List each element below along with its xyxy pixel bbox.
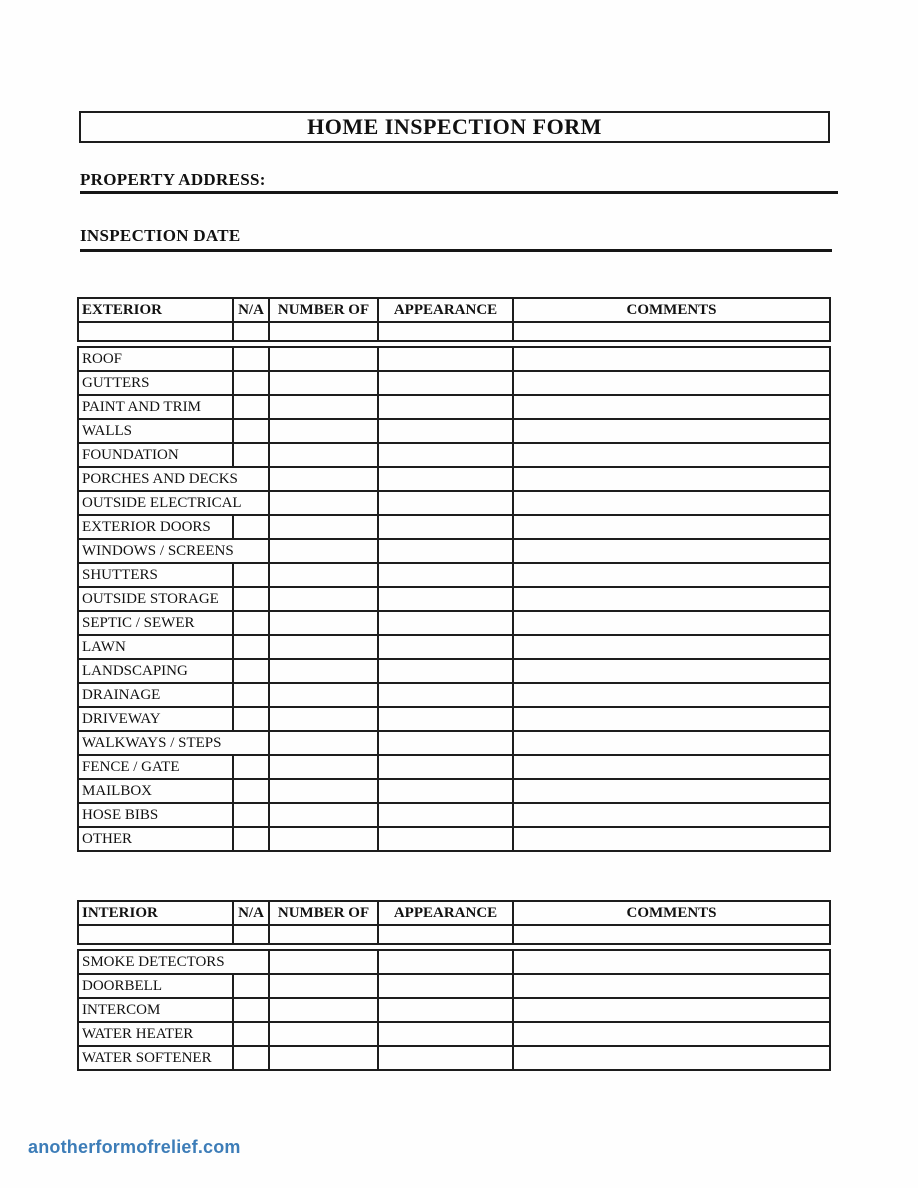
input-cell (269, 707, 378, 731)
table-row (78, 515, 830, 539)
input-cell (233, 587, 269, 611)
input-cell (269, 587, 378, 611)
empty-cell (269, 322, 378, 341)
row-label-walkways-steps: WALKWAYS / STEPS (78, 731, 269, 755)
row-label-water-heater: WATER HEATER (78, 1022, 233, 1046)
empty-cell (78, 322, 233, 341)
table-row (78, 998, 830, 1022)
input-cell (378, 419, 513, 443)
input-cell (269, 419, 378, 443)
column-header-number-of: NUMBER OF (269, 298, 378, 322)
input-cell (269, 491, 378, 515)
input-cell (378, 659, 513, 683)
column-header-appearance: APPEARANCE (378, 901, 513, 925)
table-row (78, 563, 830, 587)
input-cell (378, 1046, 513, 1070)
row-label-porches-and-decks: PORCHES AND DECKS (78, 467, 269, 491)
input-cell (269, 395, 378, 419)
input-cell (233, 779, 269, 803)
input-cell (233, 347, 269, 371)
input-cell (378, 950, 513, 974)
row-label-septic-sewer: SEPTIC / SEWER (78, 611, 233, 635)
input-cell (513, 563, 830, 587)
input-cell (233, 827, 269, 851)
input-cell (269, 998, 378, 1022)
column-header-exterior: EXTERIOR (78, 298, 233, 322)
input-cell (513, 1046, 830, 1070)
table-row (78, 974, 830, 998)
input-cell (513, 950, 830, 974)
input-cell (513, 803, 830, 827)
spacer-row (78, 925, 830, 944)
input-cell (513, 731, 830, 755)
input-cell (513, 998, 830, 1022)
row-label-roof: ROOF (78, 347, 233, 371)
input-cell (233, 998, 269, 1022)
table-row (78, 731, 830, 755)
spacer-row (78, 322, 830, 341)
input-cell (513, 491, 830, 515)
row-label-mailbox: MAILBOX (78, 779, 233, 803)
input-cell (378, 827, 513, 851)
input-cell (269, 539, 378, 563)
input-cell (269, 659, 378, 683)
row-label-gutters: GUTTERS (78, 371, 233, 395)
input-cell (233, 707, 269, 731)
row-label-hose-bibs: HOSE BIBS (78, 803, 233, 827)
row-label-windows-screens: WINDOWS / SCREENS (78, 539, 269, 563)
input-cell (378, 515, 513, 539)
input-cell (233, 515, 269, 539)
row-label-driveway: DRIVEWAY (78, 707, 233, 731)
table-row (78, 950, 830, 974)
inspection-date-label: INSPECTION DATE (80, 226, 241, 245)
input-cell (378, 707, 513, 731)
input-cell (513, 827, 830, 851)
input-cell (513, 707, 830, 731)
input-cell (269, 443, 378, 467)
column-header-n-a: N/A (233, 298, 269, 322)
row-label-paint-and-trim: PAINT AND TRIM (78, 395, 233, 419)
input-cell (233, 395, 269, 419)
input-cell (513, 587, 830, 611)
input-cell (378, 683, 513, 707)
empty-cell (378, 925, 513, 944)
row-label-shutters: SHUTTERS (78, 563, 233, 587)
form-title-box (79, 111, 830, 143)
table-row (78, 491, 830, 515)
input-cell (513, 347, 830, 371)
input-cell (378, 974, 513, 998)
column-header-number-of: NUMBER OF (269, 901, 378, 925)
input-cell (378, 731, 513, 755)
input-cell (269, 611, 378, 635)
row-label-walls: WALLS (78, 419, 233, 443)
input-cell (513, 659, 830, 683)
input-cell (378, 539, 513, 563)
table-row (78, 803, 830, 827)
property-address-field (80, 170, 838, 194)
input-cell (513, 1022, 830, 1046)
interior-table-body (77, 949, 831, 1071)
row-label-water-softener: WATER SOFTENER (78, 1046, 233, 1070)
property-address-label: PROPERTY ADDRESS: (80, 170, 266, 189)
input-cell (269, 950, 378, 974)
input-cell (269, 974, 378, 998)
row-label-exterior-doors: EXTERIOR DOORS (78, 515, 233, 539)
input-cell (513, 611, 830, 635)
input-cell (233, 1022, 269, 1046)
table-row (78, 707, 830, 731)
input-cell (269, 347, 378, 371)
input-cell (269, 779, 378, 803)
input-cell (378, 611, 513, 635)
input-cell (513, 974, 830, 998)
table-row (78, 467, 830, 491)
input-cell (269, 563, 378, 587)
row-label-drainage: DRAINAGE (78, 683, 233, 707)
inspection-date-field (80, 226, 832, 252)
table-row (78, 395, 830, 419)
input-cell (378, 395, 513, 419)
input-cell (378, 1022, 513, 1046)
empty-cell (513, 925, 830, 944)
input-cell (233, 443, 269, 467)
empty-cell (233, 322, 269, 341)
header-row (78, 901, 830, 925)
exterior-table-body (77, 346, 831, 852)
input-cell (378, 587, 513, 611)
row-label-landscaping: LANDSCAPING (78, 659, 233, 683)
input-cell (513, 539, 830, 563)
input-cell (513, 467, 830, 491)
input-cell (513, 395, 830, 419)
empty-cell (78, 925, 233, 944)
input-cell (269, 803, 378, 827)
column-header-comments: COMMENTS (513, 298, 830, 322)
input-cell (269, 827, 378, 851)
table-row (78, 1046, 830, 1070)
table-row (78, 611, 830, 635)
input-cell (233, 755, 269, 779)
input-cell (513, 515, 830, 539)
footer-watermark: anotherformofrelief.com (28, 1137, 241, 1157)
empty-cell (269, 925, 378, 944)
input-cell (269, 635, 378, 659)
table-row (78, 683, 830, 707)
column-header-interior: INTERIOR (78, 901, 233, 925)
input-cell (269, 1046, 378, 1070)
input-cell (269, 1022, 378, 1046)
input-cell (378, 347, 513, 371)
table-row (78, 755, 830, 779)
exterior-table-header (77, 297, 831, 342)
input-cell (269, 371, 378, 395)
input-cell (269, 731, 378, 755)
input-cell (378, 803, 513, 827)
input-cell (513, 419, 830, 443)
table-row (78, 539, 830, 563)
input-cell (378, 635, 513, 659)
input-cell (269, 467, 378, 491)
row-label-lawn: LAWN (78, 635, 233, 659)
table-row (78, 827, 830, 851)
input-cell (233, 611, 269, 635)
input-cell (378, 563, 513, 587)
input-cell (233, 635, 269, 659)
table-row (78, 635, 830, 659)
input-cell (233, 974, 269, 998)
input-cell (513, 755, 830, 779)
input-cell (233, 683, 269, 707)
input-cell (513, 443, 830, 467)
row-label-intercom: INTERCOM (78, 998, 233, 1022)
table-row (78, 419, 830, 443)
input-cell (378, 755, 513, 779)
input-cell (513, 683, 830, 707)
input-cell (269, 683, 378, 707)
input-cell (233, 371, 269, 395)
column-header-appearance: APPEARANCE (378, 298, 513, 322)
table-row (78, 443, 830, 467)
input-cell (233, 1046, 269, 1070)
header-row (78, 298, 830, 322)
row-label-outside-electrical: OUTSIDE ELECTRICAL (78, 491, 269, 515)
input-cell (233, 659, 269, 683)
row-label-other: OTHER (78, 827, 233, 851)
input-cell (269, 755, 378, 779)
input-cell (513, 779, 830, 803)
column-header-comments: COMMENTS (513, 901, 830, 925)
table-row (78, 371, 830, 395)
row-label-outside-storage: OUTSIDE STORAGE (78, 587, 233, 611)
input-cell (233, 419, 269, 443)
empty-cell (513, 322, 830, 341)
row-label-foundation: FOUNDATION (78, 443, 233, 467)
empty-cell (233, 925, 269, 944)
input-cell (233, 563, 269, 587)
input-cell (378, 371, 513, 395)
exterior-table (77, 297, 831, 852)
table-row (78, 779, 830, 803)
input-cell (233, 803, 269, 827)
table-row (78, 659, 830, 683)
table-row (78, 1022, 830, 1046)
input-cell (513, 371, 830, 395)
interior-table-header (77, 900, 831, 945)
table-row (78, 347, 830, 371)
row-label-smoke-detectors: SMOKE DETECTORS (78, 950, 269, 974)
input-cell (378, 443, 513, 467)
column-header-n-a: N/A (233, 901, 269, 925)
empty-cell (378, 322, 513, 341)
input-cell (378, 467, 513, 491)
row-label-fence-gate: FENCE / GATE (78, 755, 233, 779)
input-cell (378, 491, 513, 515)
interior-table (77, 900, 831, 1071)
input-cell (513, 635, 830, 659)
input-cell (269, 515, 378, 539)
input-cell (378, 998, 513, 1022)
row-label-doorbell: DOORBELL (78, 974, 233, 998)
table-row (78, 587, 830, 611)
page-title: HOME INSPECTION FORM (307, 114, 602, 139)
input-cell (378, 779, 513, 803)
